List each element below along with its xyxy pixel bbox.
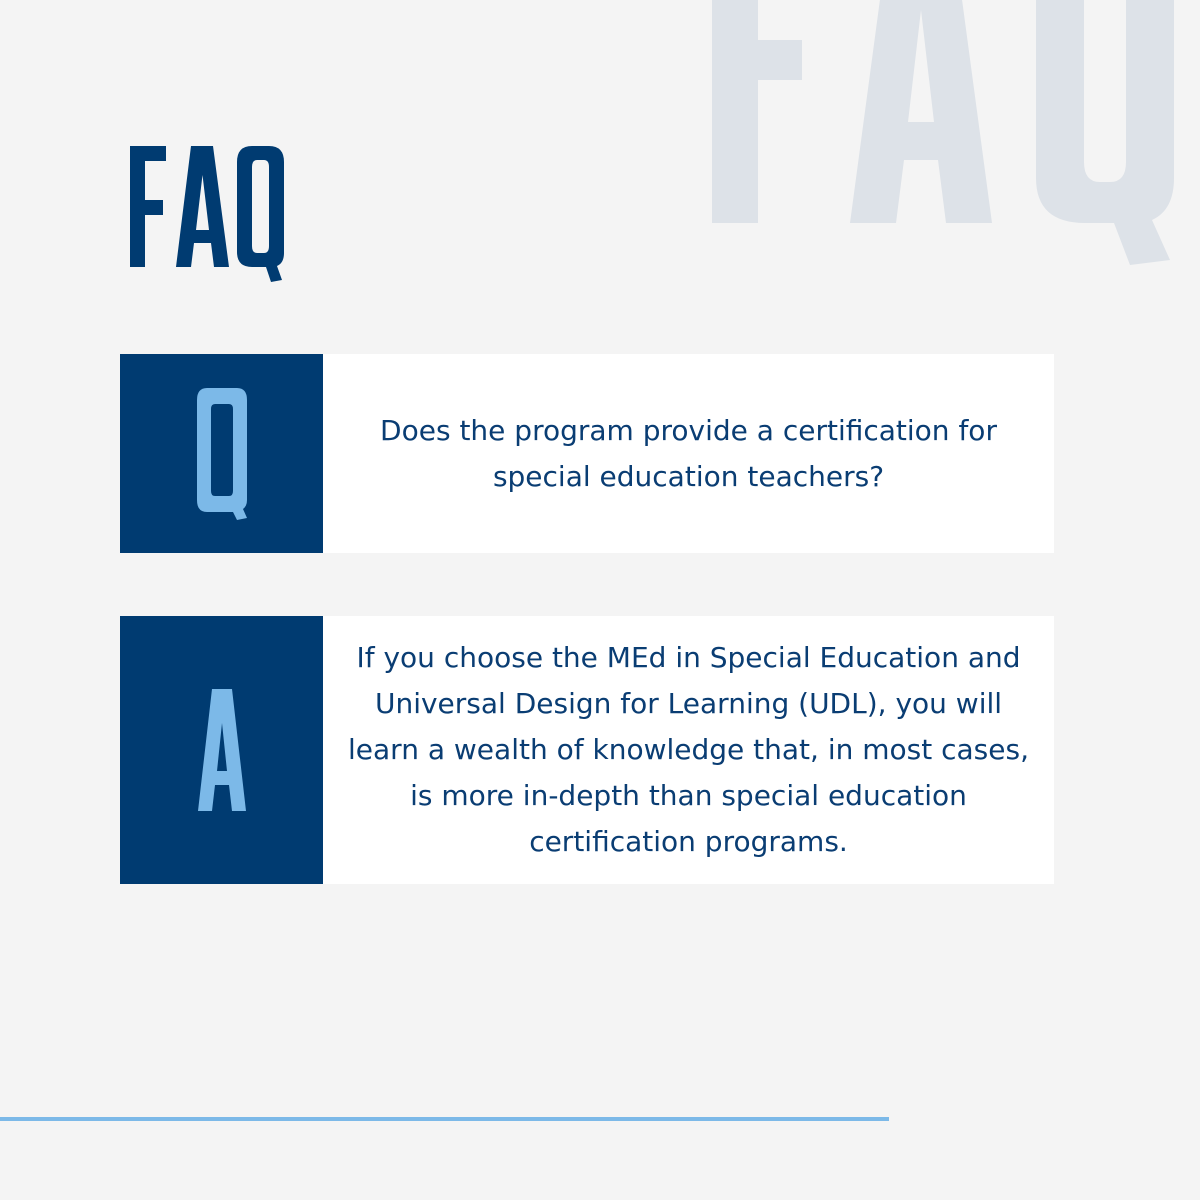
question-line: special education teachers?: [492, 459, 885, 493]
background-watermark: [700, 0, 1200, 270]
question-badge: [120, 354, 323, 553]
question-line: Does the program provide a certification for: [380, 413, 997, 447]
answer-line: Universal Design for Learning (UDL), you will: [374, 687, 1003, 720]
question-text: [323, 354, 1054, 553]
answer-line: is more in-depth than special education: [410, 779, 967, 812]
page-title: [122, 140, 292, 285]
answer-line: learn a wealth of knowledge that, in most cases,: [348, 733, 1029, 766]
bottom-divider: [0, 1117, 889, 1121]
answer-badge: [120, 616, 323, 884]
answer-line: If you choose the MEd in Special Education and: [356, 641, 1021, 674]
answer-card: [120, 616, 1054, 884]
answer-text: [323, 616, 1054, 884]
question-card: [120, 354, 1054, 553]
answer-line: certification programs.: [529, 825, 848, 858]
